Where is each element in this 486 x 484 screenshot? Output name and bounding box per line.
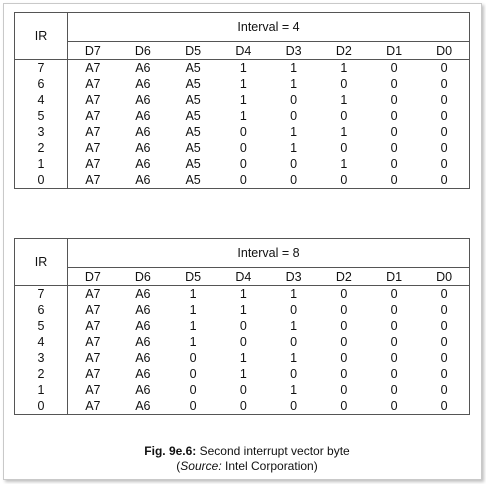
bit-column-header: D4 <box>218 42 268 60</box>
ir-cell: 1 <box>15 156 68 172</box>
bit-cell: A7 <box>85 367 101 381</box>
bit-cell: 0 <box>340 351 348 365</box>
bit-cell: A5 <box>168 172 218 189</box>
bit-cell: A6 <box>135 303 151 317</box>
bit-cell: A6 <box>135 351 151 365</box>
bit-cell: A7 <box>68 398 118 415</box>
bit-cell: A7 <box>85 335 101 349</box>
bit-cell: 0 <box>239 125 247 139</box>
table-row <box>15 108 470 124</box>
source-label: Source: <box>180 459 222 473</box>
figure-caption <box>4 444 486 474</box>
bit-cell: A6 <box>135 61 151 75</box>
bit-column-header: D5 <box>168 268 218 286</box>
bit-cell: A6 <box>118 172 168 189</box>
table-row <box>15 140 470 156</box>
table-row <box>15 302 470 318</box>
bit-cell: 0 <box>390 351 398 365</box>
bit-cell: 1 <box>290 141 298 155</box>
ir-cell: 3 <box>15 124 68 140</box>
figure-title: Second interrupt vector byte <box>196 444 350 458</box>
bit-cell: 0 <box>390 109 398 123</box>
table-row <box>15 76 470 92</box>
table-row <box>15 124 470 140</box>
bit-cell: 0 <box>239 157 247 171</box>
bit-cell: A6 <box>135 287 151 301</box>
bit-cell: A6 <box>135 335 151 349</box>
bit-cell: 0 <box>218 398 268 415</box>
bit-cell: 0 <box>390 319 398 333</box>
bit-cell: 1 <box>290 125 298 139</box>
bit-cell: 0 <box>390 157 398 171</box>
bit-cell: 1 <box>239 77 247 91</box>
bit-cell: 0 <box>390 287 398 301</box>
bit-cell: 0 <box>419 92 469 108</box>
ir-cell: 0 <box>15 172 68 189</box>
bit-cell: A6 <box>135 383 151 397</box>
bit-column-header: D4 <box>218 268 268 286</box>
table-row <box>15 350 470 366</box>
header-row-interval <box>15 239 470 268</box>
bit-cell: A7 <box>85 77 101 91</box>
bit-cell: 0 <box>340 367 348 381</box>
bit-cell: A6 <box>135 367 151 381</box>
bit-cell: A7 <box>68 172 118 189</box>
bit-cell: A6 <box>135 125 151 139</box>
table-row <box>15 92 470 108</box>
bit-cell: 1 <box>239 287 247 301</box>
bit-cell: A7 <box>85 109 101 123</box>
bit-cell: 0 <box>340 109 348 123</box>
table-row <box>15 318 470 334</box>
bit-cell: 0 <box>239 141 247 155</box>
table-row <box>15 286 470 303</box>
bit-cell: 0 <box>319 398 369 415</box>
interval-4-table <box>14 12 470 189</box>
bit-cell: A6 <box>135 157 151 171</box>
bit-cell: A5 <box>185 109 201 123</box>
bit-cell: 1 <box>239 367 247 381</box>
interval-8-table <box>14 238 470 415</box>
bit-cell: 0 <box>290 367 298 381</box>
bit-column-header: D2 <box>319 42 369 60</box>
table-row <box>15 172 470 189</box>
bit-cell: 0 <box>419 286 469 303</box>
bit-cell: 1 <box>239 303 247 317</box>
caption-line-1 <box>4 444 486 459</box>
ir-cell: 5 <box>15 318 68 334</box>
table-row <box>15 60 470 77</box>
bit-cell: 0 <box>369 172 419 189</box>
bit-cell: 0 <box>390 383 398 397</box>
figure-label: Fig. 9e.6: <box>144 444 197 458</box>
bit-cell: A5 <box>185 125 201 139</box>
bit-cell: 0 <box>390 61 398 75</box>
interval-header: Interval = 4 <box>68 13 470 42</box>
bit-cell: 0 <box>419 76 469 92</box>
bit-cell: 0 <box>390 367 398 381</box>
bit-cell: 0 <box>189 351 197 365</box>
bit-cell: 0 <box>419 156 469 172</box>
bit-cell: 0 <box>239 383 247 397</box>
bit-cell: 0 <box>218 172 268 189</box>
bit-cell: A6 <box>135 93 151 107</box>
bit-cell: 0 <box>269 172 319 189</box>
bit-cell: 1 <box>340 61 348 75</box>
bit-column-header: D6 <box>118 42 168 60</box>
bit-column-header: D7 <box>68 42 118 60</box>
bit-cell: 0 <box>340 77 348 91</box>
bit-cell: 0 <box>319 172 369 189</box>
table-row <box>15 366 470 382</box>
bit-cell: 0 <box>340 303 348 317</box>
bit-cell: 0 <box>189 367 197 381</box>
bit-cell: 1 <box>189 287 197 301</box>
bit-cell: 1 <box>239 351 247 365</box>
bit-cell: 0 <box>239 335 247 349</box>
ir-cell: 5 <box>15 108 68 124</box>
bit-cell: 0 <box>419 318 469 334</box>
bit-cell: A6 <box>135 319 151 333</box>
ir-cell: 2 <box>15 366 68 382</box>
bit-cell: 1 <box>189 303 197 317</box>
bit-cell: 1 <box>290 319 298 333</box>
bit-cell: A7 <box>85 93 101 107</box>
bit-cell: 0 <box>419 334 469 350</box>
bit-cell: 0 <box>290 93 298 107</box>
bit-cell: A5 <box>185 141 201 155</box>
bit-cell: 1 <box>340 93 348 107</box>
ir-cell: 7 <box>15 60 68 77</box>
bit-column-header: D6 <box>118 268 168 286</box>
bit-cell: 1 <box>290 383 298 397</box>
ir-cell: 7 <box>15 286 68 303</box>
bit-cell: A5 <box>185 93 201 107</box>
ir-cell: 1 <box>15 382 68 398</box>
bit-cell: A7 <box>85 319 101 333</box>
bit-column-header: D3 <box>269 268 319 286</box>
bit-cell: A7 <box>85 351 101 365</box>
bit-cell: 0 <box>419 124 469 140</box>
bit-cell: 0 <box>390 141 398 155</box>
bit-column-header: D1 <box>369 268 419 286</box>
bit-cell: A7 <box>85 141 101 155</box>
source-open: ( <box>176 459 181 473</box>
bit-cell: A7 <box>85 61 101 75</box>
bit-cell: 1 <box>340 125 348 139</box>
header-row-bits <box>15 42 470 60</box>
bit-cell: 1 <box>239 109 247 123</box>
bit-cell: 0 <box>168 398 218 415</box>
bit-cell: A7 <box>85 303 101 317</box>
bit-cell: A7 <box>85 287 101 301</box>
bit-cell: 0 <box>419 60 469 77</box>
bit-cell: 1 <box>290 61 298 75</box>
ir-cell: 2 <box>15 140 68 156</box>
bit-column-header: D0 <box>419 268 469 286</box>
bit-cell: A6 <box>118 398 168 415</box>
bit-column-header: D0 <box>419 42 469 60</box>
bit-cell: 0 <box>239 319 247 333</box>
bit-cell: 1 <box>290 287 298 301</box>
bit-cell: A5 <box>185 157 201 171</box>
bit-cell: A6 <box>135 141 151 155</box>
interval-8-body <box>15 239 470 415</box>
bit-cell: 0 <box>290 109 298 123</box>
bit-cell: A7 <box>85 157 101 171</box>
bit-cell: 0 <box>369 398 419 415</box>
bit-cell: 0 <box>390 335 398 349</box>
interval-header: Interval = 8 <box>68 239 470 268</box>
bit-cell: 0 <box>290 303 298 317</box>
bit-cell: 0 <box>419 398 469 415</box>
ir-cell: 6 <box>15 76 68 92</box>
source-text: Intel Corporation) <box>221 459 318 473</box>
bit-cell: 0 <box>290 157 298 171</box>
bit-cell: 0 <box>189 383 197 397</box>
bit-cell: 1 <box>239 93 247 107</box>
bit-cell: 0 <box>390 125 398 139</box>
bit-column-header: D3 <box>269 42 319 60</box>
bit-cell: A7 <box>85 383 101 397</box>
bit-cell: 1 <box>290 351 298 365</box>
bit-cell: A6 <box>135 77 151 91</box>
bit-cell: 0 <box>419 108 469 124</box>
bit-cell: 0 <box>340 141 348 155</box>
bit-column-header: D1 <box>369 42 419 60</box>
ir-header: IR <box>15 239 68 286</box>
bit-column-header: D2 <box>319 268 369 286</box>
bit-column-header: D5 <box>168 42 218 60</box>
bit-cell: 0 <box>340 335 348 349</box>
bit-cell: 0 <box>340 287 348 301</box>
ir-cell: 4 <box>15 334 68 350</box>
bit-cell: 0 <box>390 303 398 317</box>
bit-cell: A7 <box>85 125 101 139</box>
table-row <box>15 334 470 350</box>
bit-cell: 1 <box>189 335 197 349</box>
bit-cell: 0 <box>419 350 469 366</box>
bit-cell: 1 <box>189 319 197 333</box>
caption-line-2 <box>4 459 486 474</box>
bit-cell: 0 <box>390 77 398 91</box>
bit-cell: 1 <box>239 61 247 75</box>
ir-cell: 3 <box>15 350 68 366</box>
bit-column-header: D7 <box>68 268 118 286</box>
figure-frame <box>3 3 482 480</box>
bit-cell: A6 <box>135 109 151 123</box>
bit-cell: 0 <box>419 302 469 318</box>
bit-cell: 1 <box>290 77 298 91</box>
bit-cell: A5 <box>185 61 201 75</box>
table-row <box>15 156 470 172</box>
bit-cell: 0 <box>390 93 398 107</box>
bit-cell: 0 <box>419 382 469 398</box>
bit-cell: 0 <box>419 172 469 189</box>
header-row-interval <box>15 13 470 42</box>
ir-cell: 4 <box>15 92 68 108</box>
ir-cell: 6 <box>15 302 68 318</box>
bit-cell: 0 <box>419 140 469 156</box>
bit-cell: 0 <box>269 398 319 415</box>
table-row <box>15 398 470 415</box>
bit-cell: 0 <box>290 335 298 349</box>
ir-cell: 0 <box>15 398 68 415</box>
bit-cell: A5 <box>185 77 201 91</box>
ir-header: IR <box>15 13 68 60</box>
bit-cell: 1 <box>340 157 348 171</box>
interval-4-body <box>15 13 470 189</box>
header-row-bits <box>15 268 470 286</box>
table-row <box>15 382 470 398</box>
bit-cell: 0 <box>340 319 348 333</box>
bit-cell: 0 <box>419 366 469 382</box>
bit-cell: 0 <box>340 383 348 397</box>
